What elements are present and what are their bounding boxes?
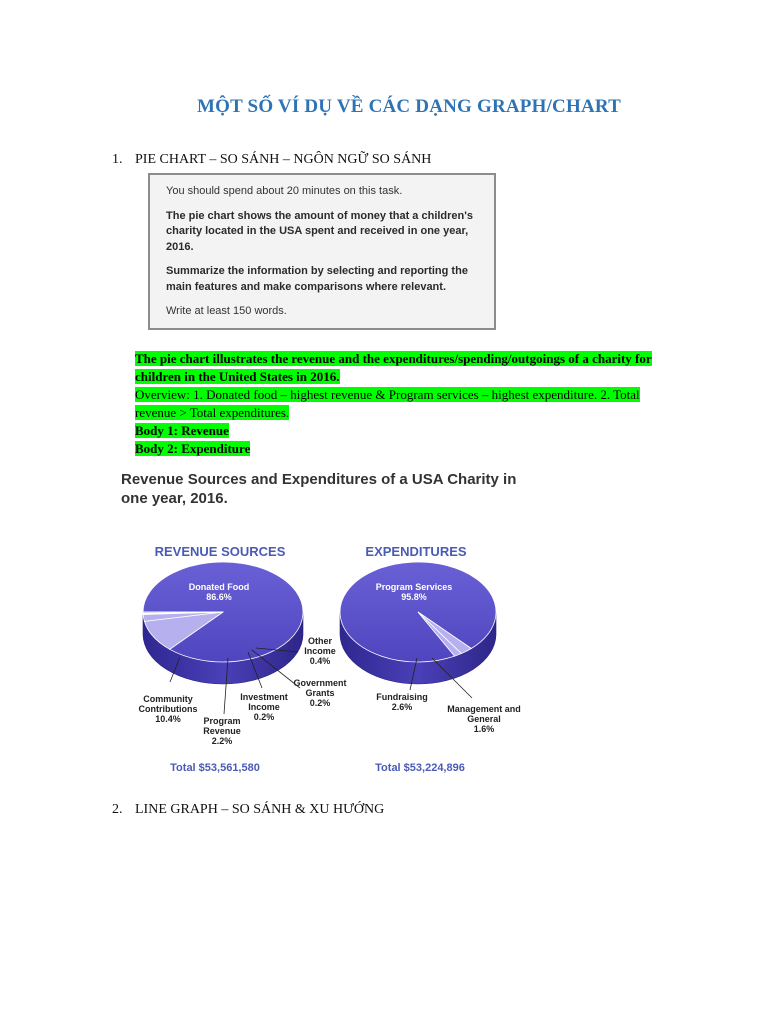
notes-intro: The pie chart illustrates the revenue and the expenditures/spending/outgoings of a charity for children in the United States in 2016. (135, 351, 652, 384)
slice-label: Investment Income 0.2% (240, 692, 288, 722)
task-summary-instruction: Summarize the information by selecting and reporting the main features and make comparisons where relevant. (166, 265, 468, 293)
slice-label: Program Services 95.8% (375, 582, 453, 602)
slice-label: Management and General 1.6% (447, 704, 521, 734)
section-label: PIE CHART – SO SÁNH – NGÔN NGỮ SO SÁNH (135, 152, 432, 167)
notes-overview: Overview: 1. Donated food – highest revenue & Program services – highest expenditure. 2. Total revenue > Total expenditures. (135, 387, 640, 420)
pie-heading: EXPENDITURES (365, 544, 467, 559)
notes-body1: Body 1: Revenue (135, 423, 229, 438)
task-instruction: You should spend about 20 minutes on this task. (166, 185, 403, 197)
pie-heading: REVENUE SOURCES (154, 544, 286, 559)
pie-total: Total $53,224,896 (375, 762, 465, 774)
notes-block (135, 350, 675, 458)
section-number: 2. (112, 802, 123, 817)
slice-label: Government Grants 0.2% (293, 678, 347, 708)
task-box (148, 173, 496, 330)
slice-label: Donated Food 86.6% (188, 582, 250, 602)
slice-label: Other Income 0.4% (304, 636, 336, 666)
slice-label: Program Revenue 2.2% (203, 716, 241, 746)
task-word-count: Write at least 150 words. (166, 305, 287, 317)
section-heading-line-graph (112, 802, 384, 818)
pie-chart-svg (110, 462, 530, 782)
task-description: The pie chart shows the amount of money that a children's charity located in the USA spent and received in one year, 2016. (166, 209, 473, 253)
chart-title-line1: Revenue Sources and Expenditures of a USA Charity in (121, 471, 517, 488)
section-number: 1. (112, 152, 123, 167)
pie-total: Total $53,561,580 (170, 762, 260, 774)
notes-body2: Body 2: Expenditure (135, 441, 251, 456)
page-title: MỘT SỐ VÍ DỤ VỀ CÁC DẠNG GRAPH/CHART (196, 96, 622, 117)
section-label: LINE GRAPH – SO SÁNH & XU HƯỚNG (135, 802, 385, 817)
slice-label: Community Contributions 10.4% (138, 694, 198, 724)
pie-chart-figure (110, 462, 530, 782)
section-heading-pie-chart (112, 152, 431, 168)
slice-label: Fundraising 2.6% (376, 692, 428, 712)
chart-title-line2: one year, 2016. (121, 490, 228, 507)
